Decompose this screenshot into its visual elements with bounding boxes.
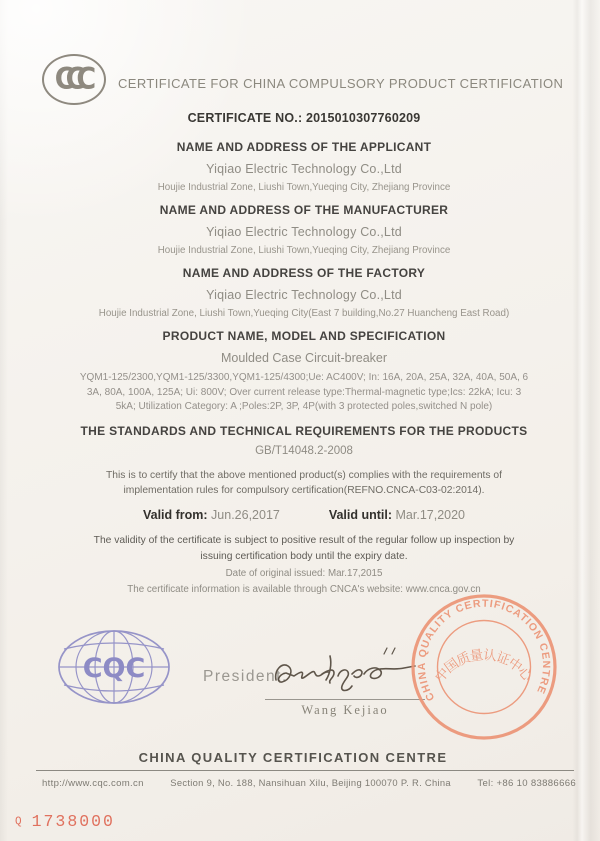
original-issue-date: Date of original issued: Mar.17,2015 (225, 567, 383, 579)
svg-text:中国质量认证中心 (431, 647, 536, 685)
serial-prefix: Q (15, 816, 22, 828)
valid-from-value: Jun.26,2017 (211, 507, 280, 522)
president-label: President: (203, 668, 288, 685)
applicant-address: Houjie Industrial Zone, Liushi Town,Yueqing City, Zhejiang Province (157, 182, 451, 193)
signature-underline (265, 699, 425, 700)
cqc-logo-text: CQC (82, 653, 146, 684)
footer-telephone: Tel: +86 10 83886666 (477, 778, 576, 789)
validity-note-line: issuing certification body until the expiry date. (200, 550, 408, 562)
certification-stamp-icon (408, 591, 560, 743)
factory-address: Houjie Industrial Zone, Liushi Town,Yueqing City(East 7 building,No.27 Huancheng East Road) (98, 308, 510, 319)
ccc-mark-icon (42, 54, 106, 105)
footer-contact-row (42, 777, 576, 789)
validity-dates (28, 507, 580, 524)
factory-name: Yiqiao Electric Technology Co.,Ltd (206, 288, 402, 302)
president-signature-icon (272, 646, 424, 702)
ccc-mark-text: CCC (54, 62, 88, 97)
valid-until-value: Mar.17,2020 (395, 507, 466, 522)
valid-until-label: Valid until: (328, 507, 393, 522)
validity-note (28, 533, 580, 565)
certificate-body (28, 110, 580, 597)
certify-statement-line: This is to certify that the above mentioned product(s) complies with the requirements of (105, 469, 503, 481)
product-name: Moulded Case Circuit-breaker (220, 351, 388, 365)
valid-from-label: Valid from: (142, 507, 208, 522)
product-spec-line: 5kA; Utilization Category: A ;Poles:2P, 3P, 4P(with 3 protected poles,switched N pole) (115, 401, 493, 412)
footer-divider (36, 770, 574, 771)
factory-heading: NAME AND ADDRESS OF THE FACTORY (182, 266, 426, 280)
standards-value: GB/T14048.2-2008 (255, 444, 353, 457)
standards-heading: THE STANDARDS AND TECHNICAL REQUIREMENTS FOR THE PRODUCTS (80, 423, 528, 438)
footer-organization: CHINA QUALITY CERTIFICATION CENTRE (138, 750, 448, 765)
applicant-name: Yiqiao Electric Technology Co.,Ltd (206, 162, 402, 176)
manufacturer-heading: NAME AND ADDRESS OF THE MANUFACTURER (159, 203, 449, 217)
cqc-globe-icon (56, 628, 172, 706)
serial-digits: 1738000 (31, 812, 115, 831)
manufacturer-address: Houjie Industrial Zone, Liushi Town,Yueqing City, Zhejiang Province (157, 245, 451, 256)
validity-note-line: The validity of the certificate is subject to positive result of the regular follow up inspection by (93, 534, 515, 546)
certify-statement (28, 468, 580, 498)
serial-number (15, 812, 115, 831)
product-heading: PRODUCT NAME, MODEL AND SPECIFICATION (162, 329, 446, 343)
president-name: Wang Kejiao (301, 703, 389, 717)
certify-statement-line: implementation rules for compulsory certification(REFNO.CNCA-C03-02:2014). (123, 484, 485, 496)
certificate-number: CERTIFICATE NO.: 2015010307760209 (187, 111, 421, 125)
certificate-title: CERTIFICATE FOR CHINA COMPULSORY PRODUCT CERTIFICATION (118, 76, 564, 91)
footer-website: http://www.cqc.com.cn (42, 778, 144, 789)
stamp-text-chinese: 中国质量认证中心 (431, 647, 536, 686)
product-spec-line: YQM1-125/2300,YQM1-125/3300,YQM1-125/4300;Ue: AC400V; In: 16A, 20A, 25A, 32A, 40A, 50A, 6 (79, 372, 529, 383)
manufacturer-name: Yiqiao Electric Technology Co.,Ltd (206, 225, 402, 239)
product-spec-line: 3A, 80A, 100A, 125A; Ui: 800V; Over current release type:Thermal-magnetic type;Ics: 22kA; Icu: 3 (86, 386, 522, 398)
cnca-website-note: The certificate information is available through CNCA's website: www.cnca.gov.cn (127, 583, 481, 595)
applicant-heading: NAME AND ADDRESS OF THE APPLICANT (176, 140, 432, 154)
product-specification (28, 371, 580, 415)
stamp-text-english: CHINA QUALITY CERTIFICATION CENTRE (415, 597, 553, 703)
footer-address: Section 9, No. 188, Nansihuan Xilu, Beijing 100070 P. R. China (170, 777, 451, 788)
